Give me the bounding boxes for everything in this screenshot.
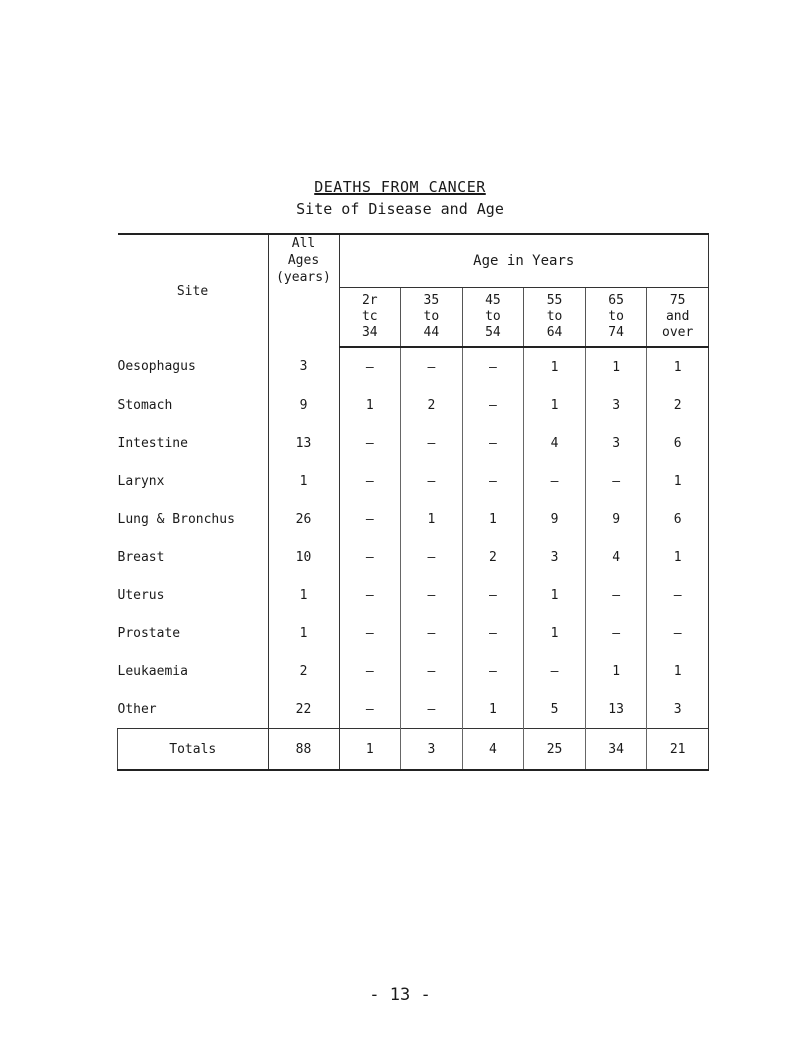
age-band-cell: 9: [524, 500, 586, 538]
totals-age-band-cell: 1: [339, 729, 401, 771]
age-band-cell: –: [401, 576, 463, 614]
age-band-cell: 1: [647, 538, 709, 576]
totals-age-band-cell: 25: [524, 729, 586, 771]
age-band-cell: –: [585, 614, 647, 652]
page-title: [0, 178, 800, 196]
age-band-cell: –: [339, 424, 401, 462]
site-cell: Uterus: [118, 576, 269, 614]
table-row: [118, 614, 709, 652]
age-band-cell: –: [585, 576, 647, 614]
header-age-band-line: 54: [485, 325, 501, 340]
header-all-ages: [268, 234, 339, 347]
age-band-cell: –: [339, 347, 401, 386]
age-band-cell: 3: [585, 424, 647, 462]
age-band-cell: 6: [647, 500, 709, 538]
age-band-cell: –: [339, 500, 401, 538]
age-band-cell: –: [462, 386, 524, 424]
age-band-cell: 5: [524, 690, 586, 729]
site-cell: Stomach: [118, 386, 269, 424]
header-age-band-line: over: [662, 325, 694, 340]
all-ages-cell: 1: [268, 576, 339, 614]
age-band-cell: 2: [647, 386, 709, 424]
age-band-cell: –: [339, 690, 401, 729]
age-band-cell: 9: [585, 500, 647, 538]
age-band-cell: –: [462, 576, 524, 614]
age-band-cell: –: [585, 462, 647, 500]
age-band-cell: –: [524, 462, 586, 500]
table-row: [118, 690, 709, 729]
age-band-cell: 1: [647, 347, 709, 386]
age-band-cell: 1: [524, 347, 586, 386]
site-cell: Other: [118, 690, 269, 729]
header-all-ages-line: (years): [276, 270, 331, 285]
age-band-cell: 1: [339, 386, 401, 424]
all-ages-cell: 3: [268, 347, 339, 386]
header-row-top: [118, 234, 709, 288]
header-age-band-line: tc: [361, 309, 378, 324]
all-ages-cell: 22: [268, 690, 339, 729]
age-band-cell: –: [401, 424, 463, 462]
header-age-band-line: to: [608, 309, 624, 324]
totals-age-band-cell: 21: [647, 729, 709, 771]
age-band-cell: –: [339, 576, 401, 614]
age-band-cell: –: [647, 614, 709, 652]
age-band-cell: –: [339, 652, 401, 690]
table-row: [118, 576, 709, 614]
header-age-band-line: to: [485, 309, 501, 324]
age-band-cell: –: [401, 347, 463, 386]
header-age-band-line: 75: [669, 293, 686, 308]
age-band-cell: –: [401, 652, 463, 690]
age-band-cell: 1: [524, 614, 586, 652]
header-age-band: [524, 288, 586, 348]
age-band-cell: 3: [585, 386, 647, 424]
age-band-cell: 2: [462, 538, 524, 576]
totals-age-band-cell: 4: [462, 729, 524, 771]
header-site: Site: [118, 234, 269, 347]
header-age-band-line: 74: [608, 325, 624, 340]
table-row: [118, 424, 709, 462]
age-band-cell: –: [462, 424, 524, 462]
age-band-cell: 1: [524, 386, 586, 424]
totals-label: Totals: [118, 729, 269, 771]
age-band-cell: –: [462, 347, 524, 386]
age-band-cell: 1: [401, 500, 463, 538]
header-age-band: [401, 288, 463, 348]
page-number: - 13 -: [369, 985, 431, 1005]
table-row: [118, 652, 709, 690]
age-band-cell: 3: [647, 690, 709, 729]
all-ages-cell: 26: [268, 500, 339, 538]
age-band-cell: 4: [585, 538, 647, 576]
age-band-cell: –: [339, 538, 401, 576]
header-age-in-years: Age in Years: [339, 234, 709, 288]
header-age-band: [647, 288, 709, 348]
age-band-cell: –: [462, 652, 524, 690]
age-band-cell: 1: [462, 500, 524, 538]
age-band-cell: 2: [401, 386, 463, 424]
site-cell: Oesophagus: [118, 347, 269, 386]
site-cell: Prostate: [118, 614, 269, 652]
table-row: [118, 347, 709, 386]
age-band-cell: 1: [524, 576, 586, 614]
age-band-cell: –: [401, 690, 463, 729]
header-age-band-line: 64: [546, 325, 563, 340]
all-ages-cell: 1: [268, 462, 339, 500]
header-age-band-line: 65: [608, 293, 624, 308]
header-all-ages-line: Ages: [287, 253, 320, 268]
all-ages-cell: 2: [268, 652, 339, 690]
header-all-ages-line: All: [291, 236, 316, 251]
age-band-cell: 4: [524, 424, 586, 462]
table-row: [118, 386, 709, 424]
header-age-band: [462, 288, 524, 348]
age-band-cell: –: [462, 614, 524, 652]
age-band-cell: 1: [647, 462, 709, 500]
site-cell: Intestine: [118, 424, 269, 462]
all-ages-cell: 1: [268, 614, 339, 652]
age-band-cell: 1: [585, 652, 647, 690]
age-band-cell: 1: [647, 652, 709, 690]
table-body: [118, 347, 709, 770]
header-age-band-line: to: [423, 309, 440, 324]
totals-all-ages-cell: 88: [268, 729, 339, 771]
site-cell: Leukaemia: [118, 652, 269, 690]
header-age-band: [339, 288, 401, 348]
age-band-cell: –: [401, 614, 463, 652]
table-row: [118, 462, 709, 500]
totals-row: [118, 729, 709, 771]
totals-age-band-cell: 34: [585, 729, 647, 771]
age-band-cell: –: [647, 576, 709, 614]
age-band-cell: –: [401, 538, 463, 576]
age-band-cell: –: [524, 652, 586, 690]
age-band-cell: 1: [462, 690, 524, 729]
page-title-text: DEATHS FROM CANCER: [314, 178, 486, 196]
header-age-band-line: and: [665, 309, 690, 324]
age-band-cell: 3: [524, 538, 586, 576]
header-age-band-line: 2r: [361, 293, 378, 308]
page-subtitle: Site of Disease and Age: [296, 200, 504, 218]
table-row: [118, 500, 709, 538]
all-ages-cell: 13: [268, 424, 339, 462]
header-age-band-line: 45: [485, 293, 501, 308]
all-ages-cell: 10: [268, 538, 339, 576]
header-age-band-line: 55: [546, 293, 563, 308]
header-age-band: [585, 288, 647, 348]
table-row: [118, 538, 709, 576]
age-band-cell: 6: [647, 424, 709, 462]
header-age-band-line: 34: [361, 325, 378, 340]
age-band-cell: 1: [585, 347, 647, 386]
site-cell: Lung & Bronchus: [118, 500, 269, 538]
age-band-cell: –: [462, 462, 524, 500]
site-cell: Breast: [118, 538, 269, 576]
header-age-band-line: 44: [423, 325, 440, 340]
all-ages-cell: 9: [268, 386, 339, 424]
header-age-band-line: to: [546, 309, 563, 324]
site-cell: Larynx: [118, 462, 269, 500]
age-band-cell: –: [339, 614, 401, 652]
age-band-cell: –: [339, 462, 401, 500]
age-band-cell: –: [401, 462, 463, 500]
age-band-cell: 13: [585, 690, 647, 729]
header-age-band-line: 35: [423, 293, 440, 308]
totals-age-band-cell: 3: [401, 729, 463, 771]
cancer-deaths-table: [117, 233, 709, 771]
